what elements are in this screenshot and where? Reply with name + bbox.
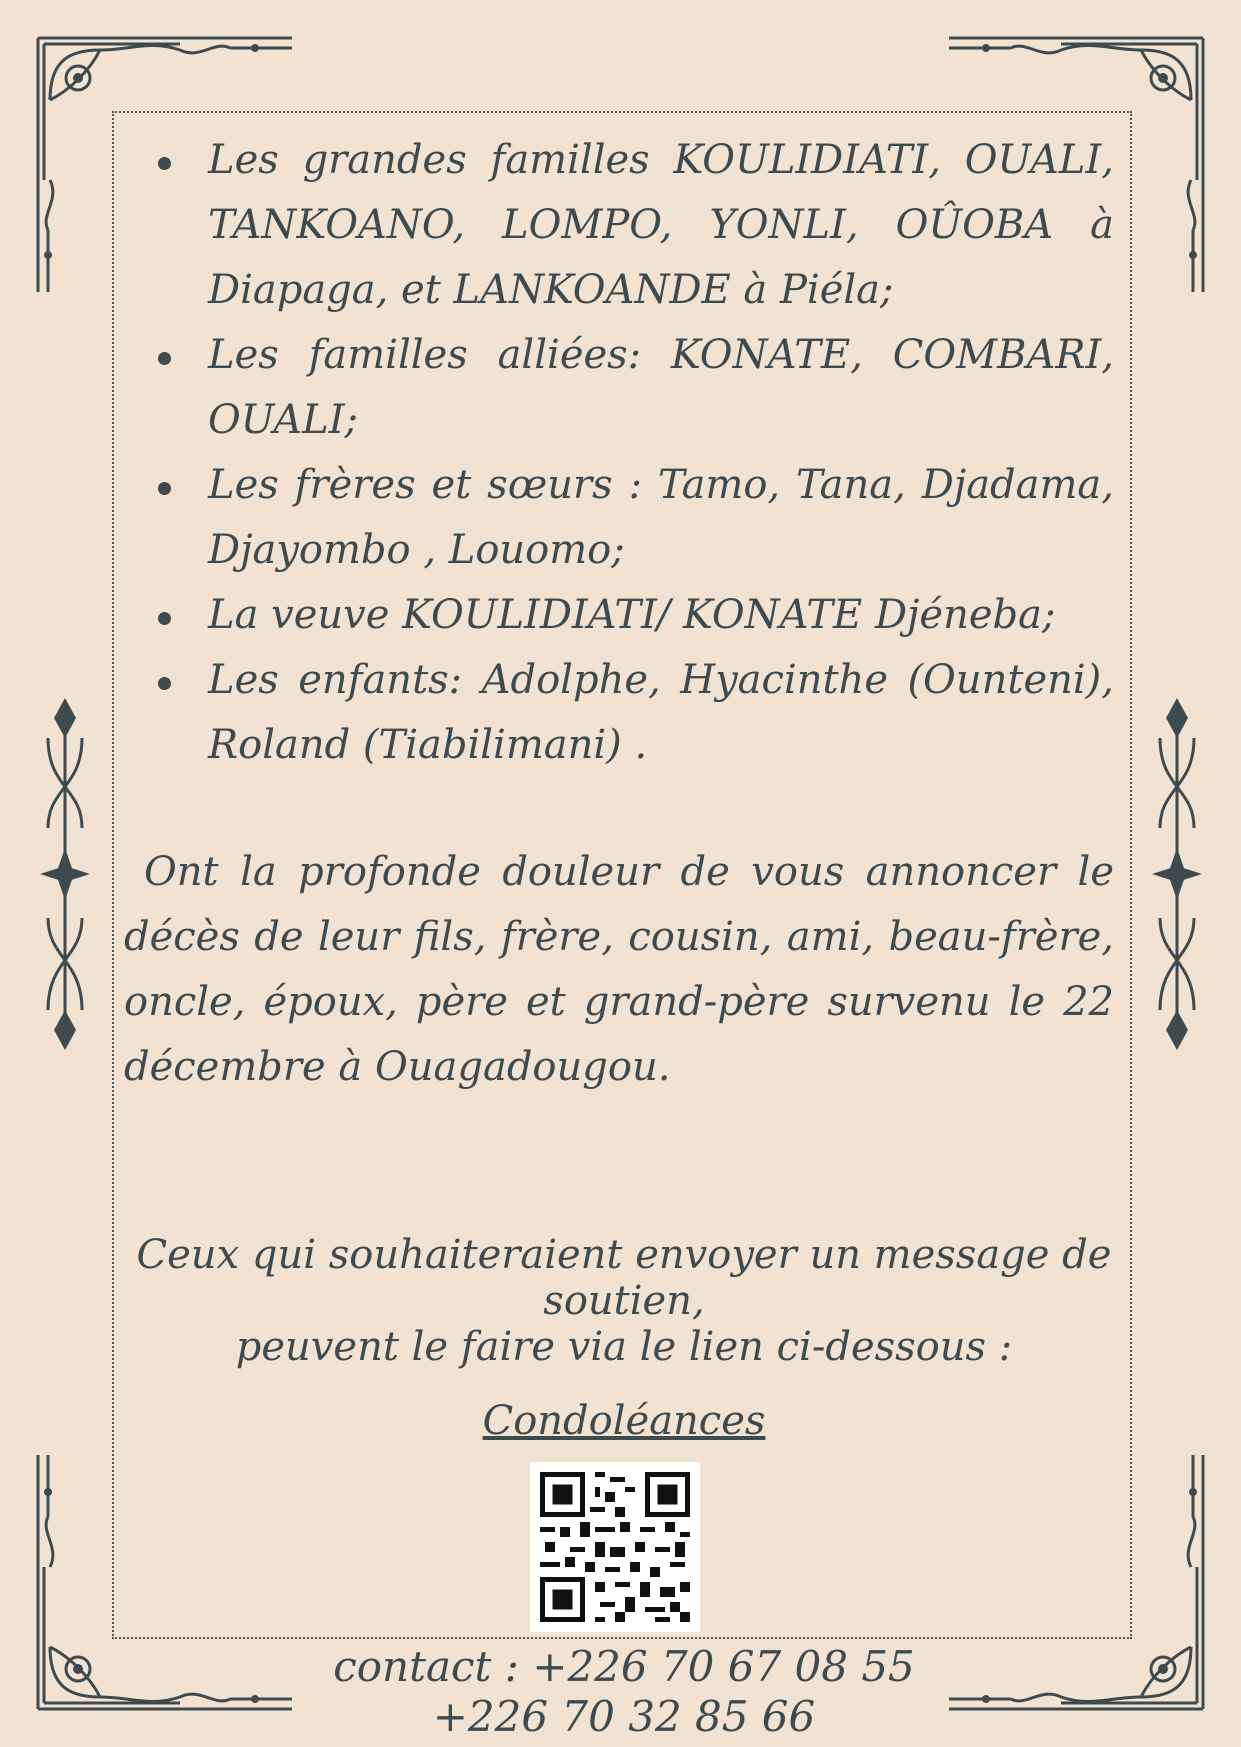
contact-block bbox=[124, 1642, 1124, 1742]
message-line: peuvent le faire via le lien ci-dessous : bbox=[235, 1324, 1013, 1370]
side-ornament-right bbox=[1150, 698, 1204, 1050]
qr-code[interactable] bbox=[530, 1462, 700, 1632]
families-list bbox=[124, 128, 1114, 778]
announcement-paragraph: Ont la profonde douleur de vous annoncer le décès de leur fils, frère, cousin, ami, beau-frère, oncle, époux, père et grand-père survenu le 22 décembre à Ouagadougou. bbox=[124, 849, 1114, 1090]
side-ornament-left bbox=[38, 698, 92, 1050]
main-text bbox=[124, 128, 1114, 1140]
contact-phone-secondary: +226 70 32 85 66 bbox=[432, 1692, 816, 1741]
condolences-link[interactable]: Condoléances bbox=[482, 1398, 766, 1444]
list-item: Les familles alliées: KONATE, COMBARI, OUALI; bbox=[208, 323, 1114, 453]
support-message bbox=[124, 1232, 1124, 1370]
list-item: Les enfants: Adolphe, Hyacinthe (Ounteni), Roland (Tiabilimani) . bbox=[208, 648, 1114, 778]
list-item: Les frères et sœurs : Tamo, Tana, Djadama, Djayombo , Louomo; bbox=[208, 453, 1114, 583]
list-item: La veuve KOULIDIATI/ KONATE Djéneba; bbox=[208, 583, 1114, 648]
message-line: Ceux qui souhaiteraient envoyer un message de bbox=[136, 1232, 1112, 1278]
contact-phone-primary: contact : +226 70 67 08 55 bbox=[333, 1642, 915, 1691]
condolences-link-wrap bbox=[124, 1398, 1124, 1444]
message-line: soutien, bbox=[543, 1278, 705, 1324]
list-item: Les grandes familles KOULIDIATI, OUALI, TANKOANO, LOMPO, YONLI, OÛOBA à Diapaga, et LANKOANDE à Piéla; bbox=[208, 128, 1114, 323]
